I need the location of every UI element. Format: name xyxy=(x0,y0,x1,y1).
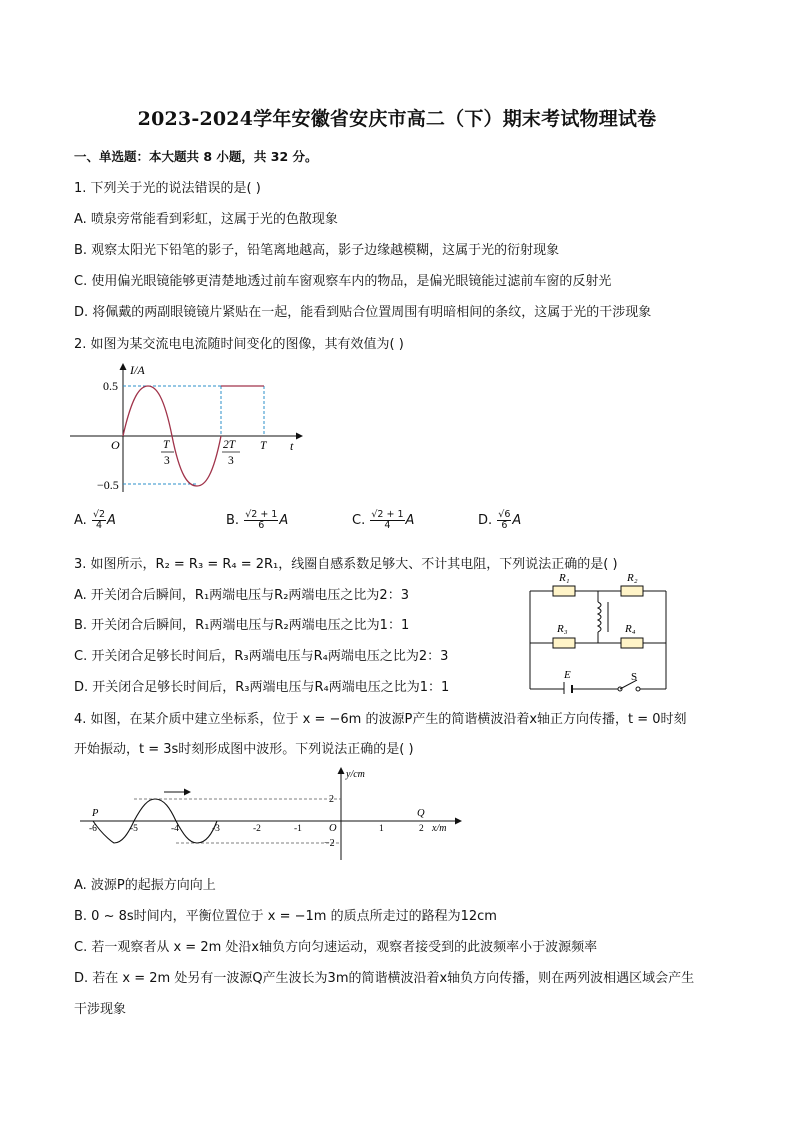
choice-d: D. $\frac{√6}{6}$ A xyxy=(478,509,522,531)
question-3-option-a: A. 开关闭合后瞬间，R₁两端电压与R₂两端电压之比为2：3 xyxy=(74,588,409,603)
question-2-stem: 2. 如图为某交流电电流随时间变化的图像，其有效值为( ) xyxy=(74,337,404,352)
choice-a: A. $\frac{√2}{4}$ A xyxy=(74,509,116,531)
t-axis-label: t xyxy=(290,439,294,453)
page-title: 2023-2024学年安徽省安庆市高二（下）期末考试物理试卷 xyxy=(137,108,657,130)
question-4-stem-line2: 开始振动，t = 3s时刻形成图中波形。下列说法正确的是( ) xyxy=(74,742,414,757)
switch-contact xyxy=(636,687,640,691)
x-tick-2: 2 xyxy=(419,824,424,834)
label-s: S xyxy=(631,671,638,683)
question-3-option-c: C. 开关闭合足够长时间后，R₃两端电压与R₄两端电压之比为2：3 xyxy=(74,649,449,664)
label-r2: R₂ xyxy=(627,572,638,584)
label-r3: R₃ xyxy=(557,623,568,635)
question-1-option-c: C. 使用偏光眼镜能够更清楚地透过前车窗观察车内的物品，是偏光眼镜能过滤前车窗的反射光 xyxy=(74,274,612,289)
choice-b: B. $\frac{√2 + 1}{6}$ A xyxy=(226,509,289,531)
tick-t: T xyxy=(260,440,267,452)
question-3-option-d: D. 开关闭合足够长时间后，R₃两端电压与R₄两端电压之比为1：1 xyxy=(74,680,450,695)
source-p-label: P xyxy=(92,808,99,819)
y-tick-plus2: 2 xyxy=(329,794,334,805)
resistor-r4 xyxy=(621,638,643,648)
x-tick-1: 1 xyxy=(379,824,384,834)
question-4-option-c: C. 若一观察者从 x = 2m 处沿x轴负方向匀速运动，观察者接受到的此波频率小于波源频率 xyxy=(74,940,598,955)
resistor-r1 xyxy=(553,586,575,596)
label-r1: R₁ xyxy=(559,572,570,584)
choice-c: C. $\frac{√2 + 1}{4}$ A xyxy=(352,509,415,531)
current-time-graph xyxy=(70,358,310,498)
question-3-stem: 3. 如图所示，R₂ = R₃ = R₄ = 2R₁，线圈自感系数足够大、不计其电阻，下列说法正确的是( ) xyxy=(74,557,618,572)
label-r4: R₄ xyxy=(625,623,636,635)
question-4-stem-line1: 4. 如图，在某介质中建立坐标系，位于 x = −6m 的波源P产生的简谐横波沿着x轴正方向传播，t = 0时刻 xyxy=(74,712,687,727)
tick-2t3-den: 3 xyxy=(228,455,234,467)
y-tick-top: 0.5 xyxy=(103,379,118,393)
question-1-option-a: A. 喷泉旁常能看到彩虹，这属于光的色散现象 xyxy=(74,212,338,227)
tick-2t3-num: 2T xyxy=(223,439,236,451)
i-axis-label: I/A xyxy=(130,363,145,377)
question-4-option-d: D. 若在 x = 2m 处另有一波源Q产生波长为3m的简谐横波沿着x轴负方向传播，则在两列波相遇区域会产生 xyxy=(74,971,695,986)
y-axis-label: y/cm xyxy=(346,769,365,780)
y-tick-bottom: −0.5 xyxy=(97,478,119,492)
x-axis-label: x/m xyxy=(432,823,447,834)
origin-label: O xyxy=(329,823,337,834)
resistor-r3 xyxy=(553,638,575,648)
tick-t3-den: 3 xyxy=(164,455,170,467)
question-4-option-d-cont: 干涉现象 xyxy=(74,1002,127,1017)
question-4-option-a: A. 波源P的起振方向向上 xyxy=(74,878,216,893)
x-tick-m5: -5 xyxy=(130,824,138,834)
question-1-option-d: D. 将佩戴的两副眼镜镜片紧贴在一起，能看到贴合位置周围有明暗相间的条纹，这属于光的干涉现象 xyxy=(74,305,652,320)
origin-label: O xyxy=(111,438,120,452)
circuit-diagram xyxy=(520,566,680,694)
y-tick-minus2: −2 xyxy=(324,838,335,849)
x-tick-m6: -6 xyxy=(89,824,97,834)
source-q-label: Q xyxy=(417,808,425,819)
question-1-option-b: B. 观察太阳光下铅笔的影子，铅笔离地越高，影子边缘越模糊，这属于光的衍射现象 xyxy=(74,243,560,258)
question-3-option-b: B. 开关闭合后瞬间，R₁两端电压与R₂两端电压之比为1：1 xyxy=(74,618,410,633)
x-tick-m2: -2 xyxy=(253,824,261,834)
question-4-option-b: B. 0 ~ 8s时间内，平衡位置位于 x = −1m 的质点所走过的路程为12cm xyxy=(74,909,497,924)
resistor-r2 xyxy=(621,586,643,596)
wave-graph xyxy=(76,764,466,864)
x-tick-m3: -3 xyxy=(212,824,220,834)
x-tick-m1: -1 xyxy=(294,824,302,834)
label-e: E xyxy=(564,669,571,681)
tick-t3-num: T xyxy=(163,439,170,451)
section-heading: 一、单选题：本大题共 8 小题，共 32 分。 xyxy=(74,149,318,164)
question-1-stem: 1. 下列关于光的说法错误的是( ) xyxy=(74,181,261,196)
x-tick-m4: -4 xyxy=(171,824,179,834)
